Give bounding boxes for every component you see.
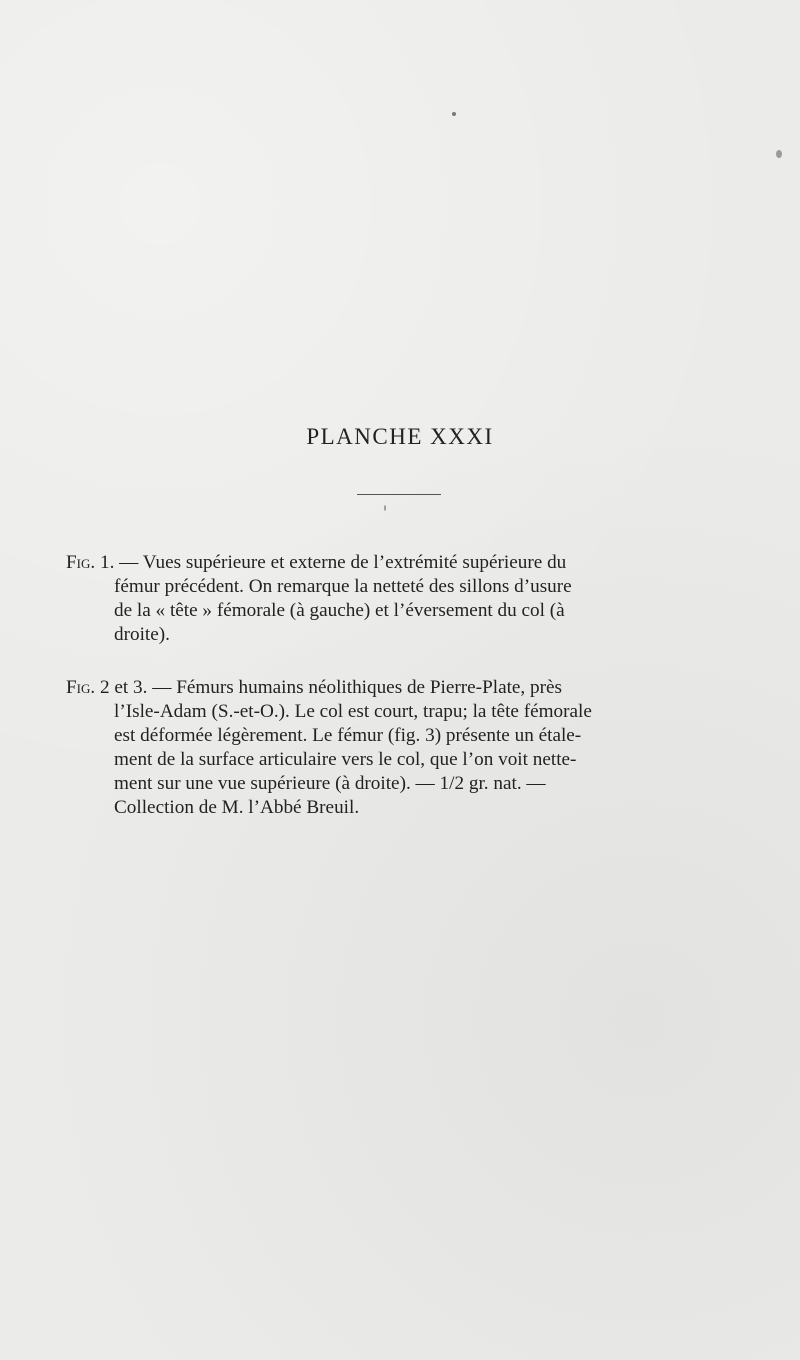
plate-title: PLANCHE XXXI (306, 424, 494, 449)
caption-line: de la « tête » fémorale (à gauche) et l’éversement du col (à (114, 600, 565, 621)
caption-line: droite). (114, 624, 170, 645)
figure-caption-2 (66, 676, 730, 820)
caption-line (66, 551, 730, 575)
caption-line: ment sur une vue supérieure (à droite). — 1/2 gr. nat. — (114, 773, 546, 794)
caption-line: Collection de M. l’Abbé Breuil. (114, 797, 360, 818)
title-divider (357, 494, 441, 495)
figure-label: Fig. (66, 677, 96, 698)
caption-text: 2 et 3. — Fémurs humains néolithiques de Pierre-Plate, près (99, 677, 562, 698)
caption-line: l’Isle-Adam (S.-et-O.). Le col est court, trapu; la tête fémorale (114, 701, 592, 722)
figure-caption-1 (66, 551, 730, 647)
caption-line: est déformée légèrement. Le fémur (fig. 3) présente un étale- (114, 725, 582, 746)
figure-label: Fig. (66, 552, 96, 573)
caption-text: 1. — Vues supérieure et externe de l’extrémité supérieure du (99, 552, 567, 573)
caption-line: ment de la surface articulaire vers le col, que l’on voit nette- (114, 749, 577, 770)
caption-line (66, 676, 730, 700)
paper-speck (452, 112, 456, 116)
caption-line: fémur précédent. On remarque la netteté des sillons d’usure (114, 576, 572, 597)
paper-speck (384, 505, 386, 511)
paper-speck (776, 150, 782, 158)
